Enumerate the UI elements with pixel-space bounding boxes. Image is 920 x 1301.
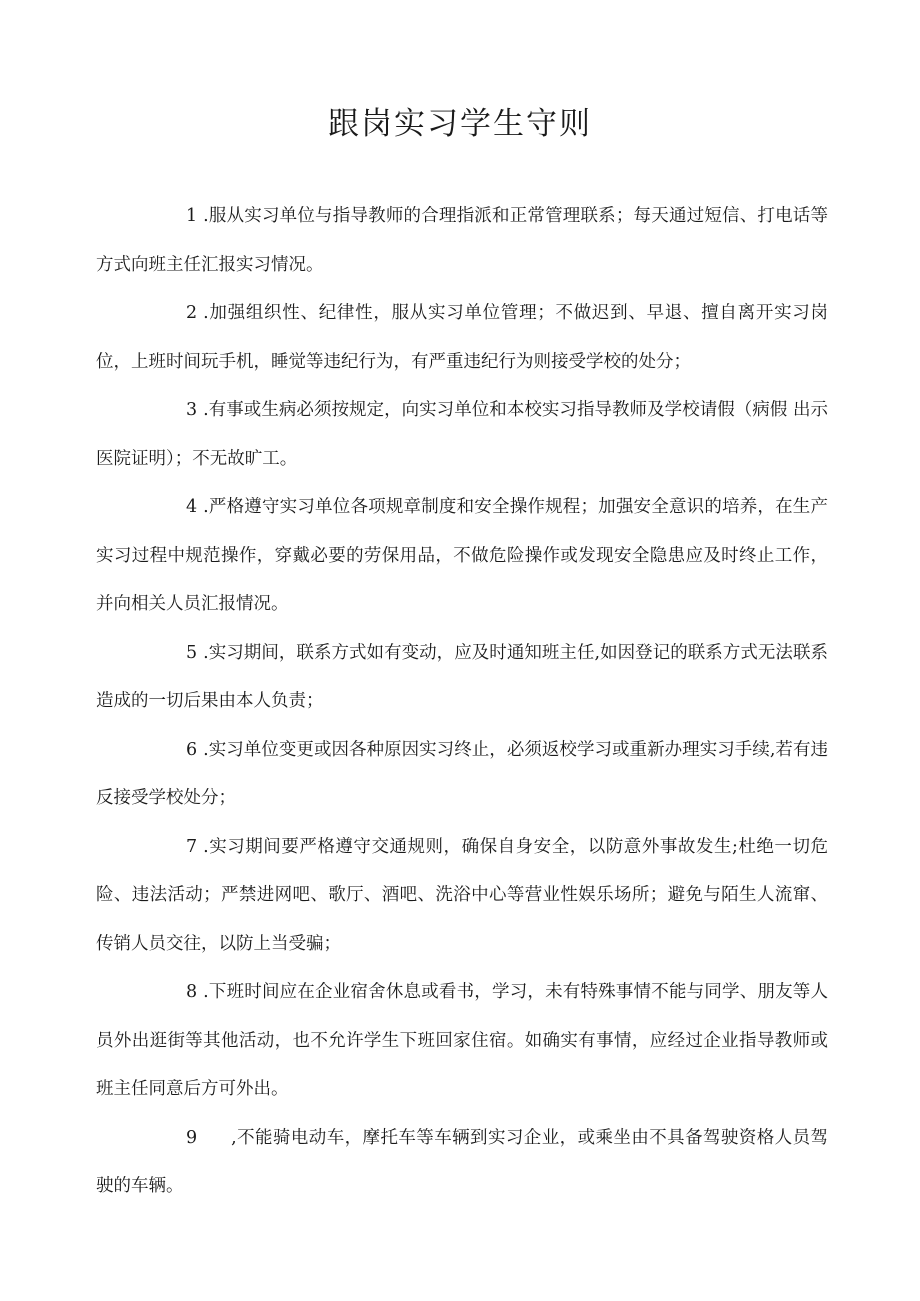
rule-item-4: [96, 483, 828, 629]
rule-text: .实习期间，联系方式如有变动，应及时通知班主任,如因登记的联系方式无法联系造成的一切后果由本人负责；: [96, 642, 828, 711]
rule-number: 4: [186, 497, 198, 517]
rules-list: [96, 192, 828, 1211]
rule-text: .下班时间应在企业宿舍休息或看书，学习，未有特殊事情不能与同学、朋友等人员外出逛街等其他活动，也不允许学生下班回家住宿。如确实有事情，应经过企业指导教师或班主任同意后方可外出。: [96, 982, 828, 1099]
rule-item-9: [96, 1114, 828, 1211]
page-title: 跟岗实习学生守则: [328, 106, 592, 142]
rule-number: 1: [186, 206, 198, 226]
rule-text: ,不能骑电动车，摩托车等车辆到实习企业，或乘坐由不具备驾驶资格人员驾驶的车辆。: [96, 1127, 828, 1196]
rule-number: 2: [186, 303, 198, 323]
rule-text: .实习期间要严格遵守交通规则，确保自身安全，以防意外事故发生;杜绝一切危险、违法活动；严禁进网吧、歌厅、酒吧、洗浴中心等营业性娱乐场所；避免与陌生人流窜、传销人员交往，以防上当受骗；: [96, 836, 828, 954]
rule-item-5: [96, 629, 828, 726]
rule-text: .服从实习单位与指导教师的合理指派和正常管理联系；每天通过短信、打电话等方式向班主任汇报实习情况。: [96, 206, 828, 275]
rule-number: 5: [186, 642, 198, 663]
rule-item-8: [96, 968, 828, 1114]
rule-item-2: [96, 289, 828, 386]
rule-number: 7: [186, 836, 198, 857]
rule-number: 8: [186, 982, 198, 1002]
rule-item-1: [96, 192, 828, 289]
rule-text: .加强组织性、纪律性，服从实习单位管理；不做迟到、早退、擅自离开实习岗位，上班时间玩手机，睡觉等违纪行为，有严重违纪行为则接受学校的处分；: [96, 303, 828, 372]
rule-text: .实习单位变更或因各种原因实习终止，必须返校学习或重新办理实习手续,若有违反接受学校处分；: [96, 739, 828, 808]
rule-item-3: [96, 386, 828, 483]
rule-item-6: [96, 726, 828, 823]
rule-number: 3: [186, 400, 198, 420]
rule-text: .严格遵守实习单位各项规章制度和安全操作规程；加强安全意识的培养，在生产实习过程中规范操作，穿戴必要的劳保用品，不做危险操作或发现安全隐患应及时终止工作，并向相关人员汇报情况。: [96, 497, 828, 614]
rule-item-7: [96, 823, 828, 969]
rule-text: .有事或生病必须按规定，向实习单位和本校实习指导教师及学校请假（病假 出示医院证明）；不无故旷工。: [96, 400, 828, 469]
rule-number: 6: [186, 739, 198, 760]
rule-number: 9: [186, 1127, 198, 1148]
